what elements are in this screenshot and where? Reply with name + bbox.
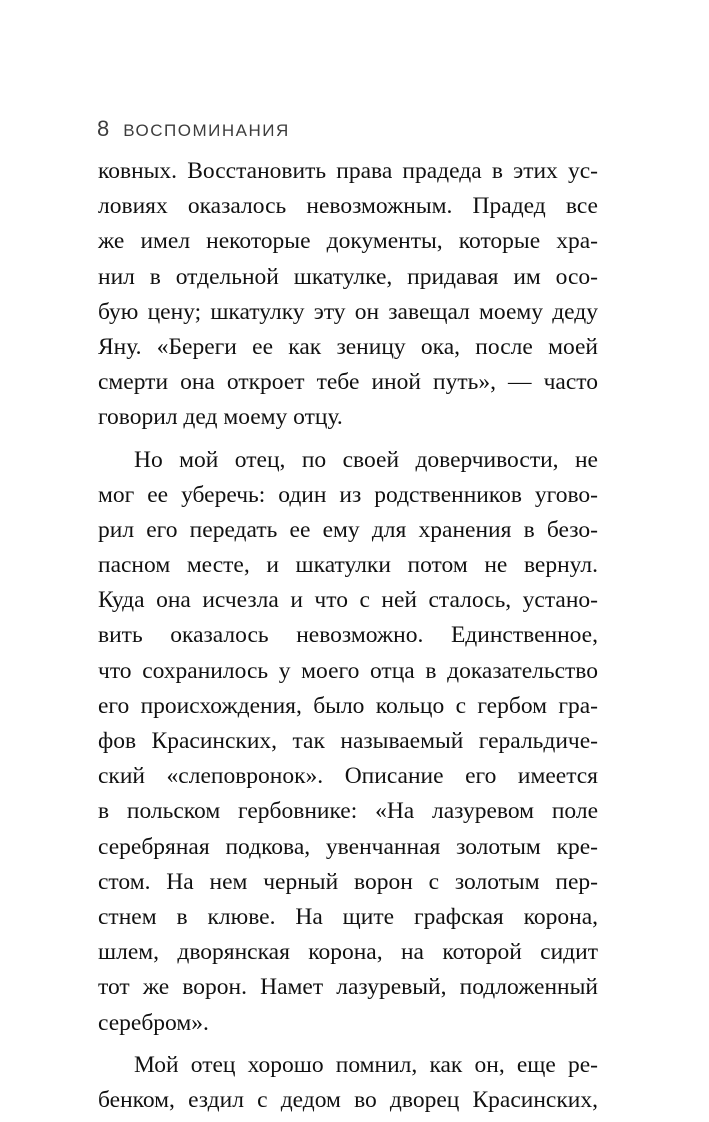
text-line: Мой отец хорошо помнил, как он, еще ре- (134, 1051, 598, 1078)
text-line: пасном месте, и шкатулки потом не вернул. (98, 552, 598, 579)
text-line: стнем в клюве. На щите графская корона, (98, 903, 598, 930)
text-line: в польском гербовнике: «На лазуревом поле (98, 798, 598, 825)
text-line: ский «слеповронок». Описание его имеется (98, 763, 598, 790)
text-line: что сохранилось у моего отца в доказательство (98, 657, 598, 684)
text-line: бенком, ездил с дедом во дворец Красинских, (98, 1086, 598, 1113)
paragraph (98, 154, 598, 436)
text-line: фов Красинских, так называемый геральдиче- (98, 728, 598, 754)
text-line: серебряная подкова, увенчанная золотым кре- (98, 833, 598, 860)
text-line: ковных. Восстановить права прадеда в этих ус- (98, 158, 598, 184)
text-line: Яну. «Береги ее как зеницу ока, после моей (98, 333, 598, 360)
text-line: Куда она исчезла и что с ней сталось, устано- (98, 587, 598, 614)
text-line: серебром». (98, 1009, 209, 1036)
text-line: ловиях оказалось невозможным. Прадед все (98, 193, 598, 220)
text-line: мог ее уберечь: один из родственников угово- (98, 481, 598, 508)
text-line: тот же ворон. Намет лазуревый, подложенный (98, 974, 598, 1001)
paragraph (98, 443, 598, 1041)
section-title: ВОСПОМИНАНИЯ (123, 121, 290, 140)
text-line: его происхождения, было кольцо с гербом гра- (98, 692, 598, 719)
running-header (97, 116, 290, 142)
text-line: говорил дед моему отцу. (98, 404, 343, 431)
text-line: рил его передать ее ему для хранения в безо- (98, 516, 598, 543)
text-line: смерти она откроет тебе иной путь», — часто (98, 369, 598, 396)
page-number: 8 (97, 116, 110, 141)
text-line: же имел некоторые документы, которые хра- (98, 228, 598, 255)
text-line: вить оказалось невозможно. Единственное, (98, 622, 598, 649)
paragraph (98, 1048, 598, 1118)
text-line: нил в отдельной шкатулке, придавая им осо- (98, 263, 598, 290)
body-text (98, 154, 598, 1118)
text-line: стом. На нем черный ворон с золотым пер- (98, 868, 598, 895)
text-line: Но мой отец, по своей доверчивости, не (134, 446, 598, 473)
text-line: бую цену; шкатулку эту он завещал моему деду (98, 298, 598, 325)
text-line: шлем, дворянская корона, на которой сидит (98, 939, 598, 966)
